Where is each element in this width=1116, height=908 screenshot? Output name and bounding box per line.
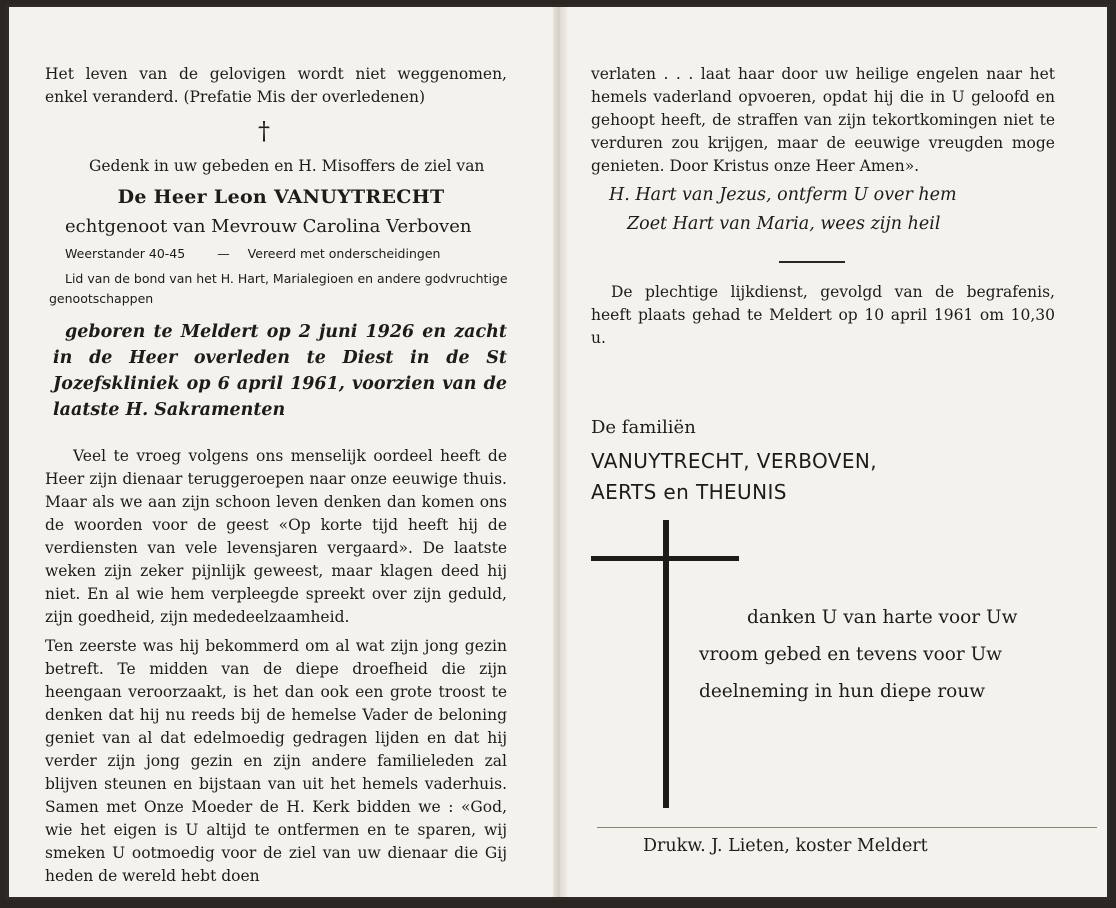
paragraph-1: Veel te vroeg volgens ons menselijk oordeel heeft de Heer zijn dienaar teruggeroepen naar onze eeuwige thuis. Maar als we aan zijn schoon leven denken dan komen ons de woorden voor de geest «Op korte tijd heeft hij de verdiensten van vele levensjaren vergaard». De laatste weken zijn zeker pijnlijk geweest, maar klagen deed hij niet. En al wie hem verpleegde spreekt over zijn geduld, zijn goedheid, zijn mededeelzaamheid. [45,447,507,626]
paragraph-2: Ten zeerste was hij bekommerd om al wat zijn jong gezin betreft. Te midden van de diepe droefheid die zijn heengaan veroorzaakt, is het dan ook een grote troost te denken dat hij nu reeds bij de hemelse Vader de beloning geniet van al dat edelmoedig gedragen lijden en dat hij verder zijn jong gezin en zijn andere familieleden zal blijven steunen en bijstaan van uit het hemels vaderhuis. Samen met Onze Moeder de H. Kerk bidden we : «God, wie het eigen is U altijd te ontfermen en te sparen, wij smeken U ootmoedig voor de ziel van uw dienaar die Gij heden de wereld hebt doen [45,637,507,885]
honours-line [65,245,525,263]
membership-text: Lid van de bond van het H. Hart, Marialegioen en andere godvruchtige genootschappen [49,271,508,306]
prayer-continuation: verlaten . . . laat haar door uw heilige engelen naar het hemels vaderland opvoeren, opdat hij die in U geloofd en gehoopt heeft, de straffen van zijn tekortkomingen niet te verduren zou krijgen, maar de eeuwige vreugden moge genieten. Door Kristus onze Heer Amen». [591,65,1055,175]
epigraph: Het leven van de gelovigen wordt niet weggenomen, enkel veranderd. (Prefatie Mis der overledenen) [45,65,507,106]
left-page [9,7,553,897]
families-line-1: VANUYTRECHT, VERBOVEN, [591,449,877,473]
spouse-line: echtgenoot van Mevrouw Carolina Verboven [65,216,472,237]
families-intro: De familiën [591,417,696,438]
honours-text: Vereerd met onderscheidingen [247,246,441,261]
cross-symbol: † [258,117,270,145]
families-line-2: AERTS en THEUNIS [591,480,787,504]
printer-credit: Drukw. J. Lieten, koster Meldert [643,836,928,856]
thanks-text: danken U van harte voor Uw vroom gebed en tevens voor Uw deelneming in hun diepe rouw [699,607,1018,702]
birth-death-text: geboren te Meldert op 2 juni 1926 en zacht in de Heer overleden te Diest in de St Jozefskliniek op 6 april 1961, voorzien van de laatste H. Sakramenten [53,322,507,420]
invocation-2: Zoet Hart van Maria, wees zijn heil [627,214,941,234]
card-fold [553,7,567,897]
footer-rule [597,827,1097,828]
funeral-notice: De plechtige lijkdienst, gevolgd van de begrafenis, heeft plaats gehad te Meldert op 10 april 1961 om 10,30 u. [591,283,1055,347]
separator-dash: — [217,246,230,261]
memorial-card [6,4,1110,900]
deceased-name: De Heer Leon VANUYTRECHT [117,186,445,208]
invocation-1: H. Hart van Jezus, ontferm U over hem [609,185,957,205]
intro-line: Gedenk in uw gebeden en H. Misoffers de ziel van [89,157,485,175]
divider-short [779,261,845,263]
resistance-text: Weerstander 40-45 [65,246,186,261]
right-page [567,7,1107,897]
